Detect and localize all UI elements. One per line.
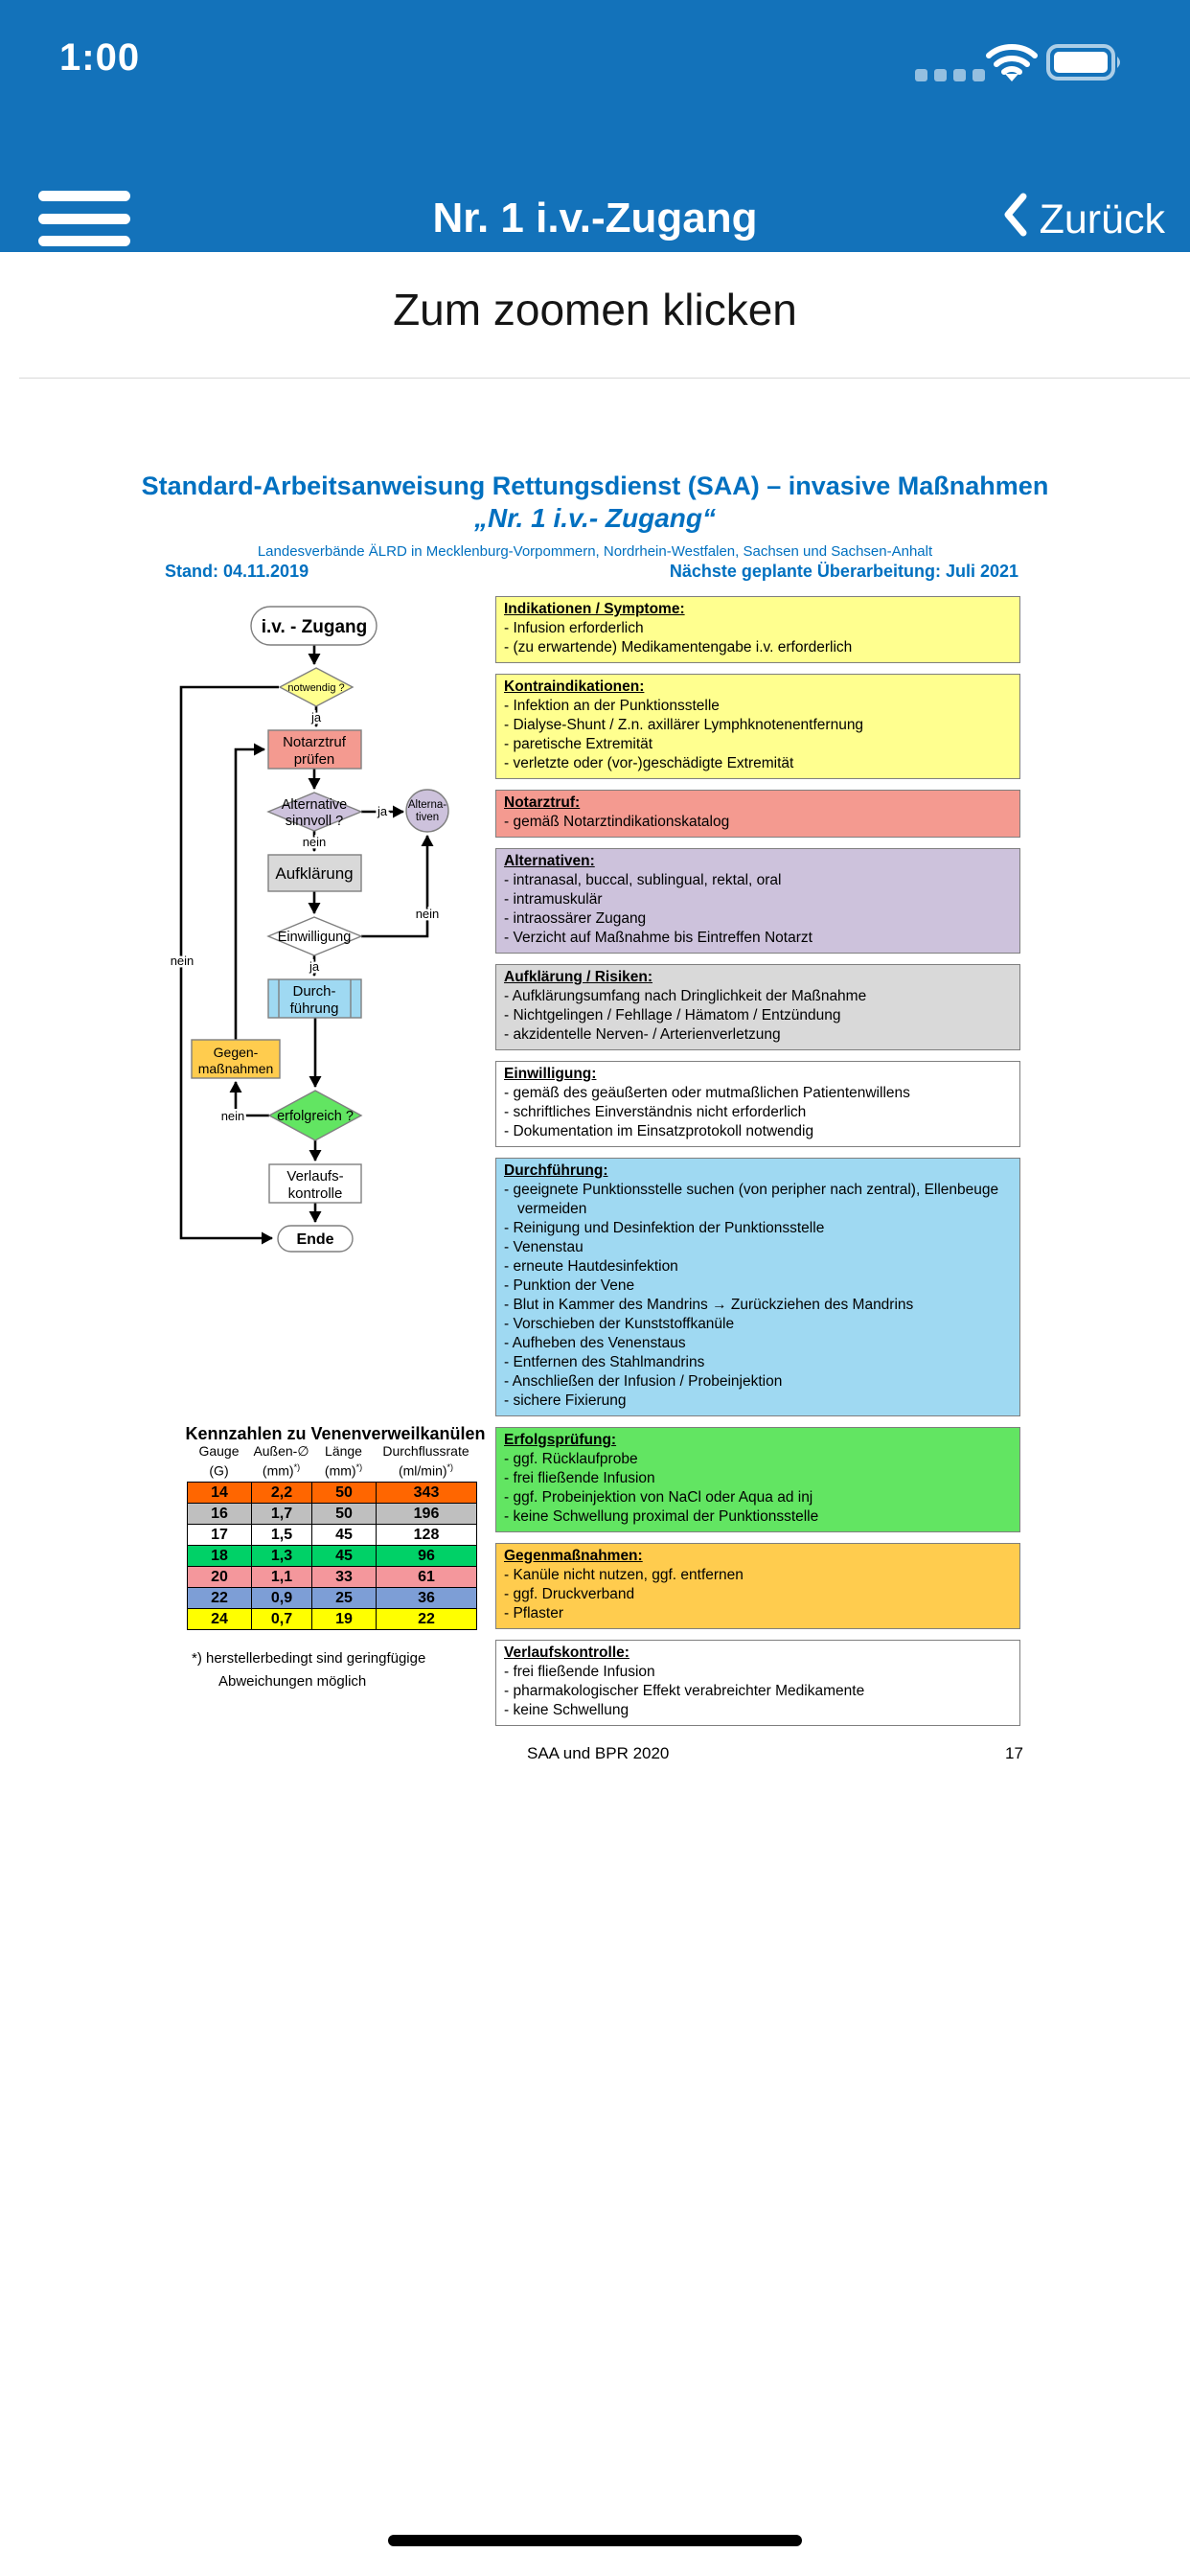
info-box-alternativen: Alternativen: - intranasal, buccal, sublingual, rektal, oral - intramuskulär - intraossärer Zugang - Verzicht auf Maßnahme bis Eintreffen Notarzt	[495, 848, 1020, 954]
info-box-aufklaerung: Aufklärung / Risiken: - Aufklärungsumfang nach Dringlichkeit der Maßnahme - Nichtgelingen / Fehllage / Hämatom / Entzündung - akzidentelle Nerven- / Arterienverletzung	[495, 964, 1020, 1050]
table-row: 22 0,9 25 36	[188, 1588, 477, 1609]
table-row: 20 1,1 33 61	[188, 1567, 477, 1588]
svg-text:Ende: Ende	[296, 1231, 334, 1248]
svg-text:maßnahmen: maßnahmen	[197, 1061, 274, 1076]
info-box-erfolgspruefung: Erfolgsprüfung: - ggf. Rücklaufprobe - frei fließende Infusion - ggf. Probeinjektion von NaCl oder Aqua ad inj - keine Schwellung proximal der Punktionsstelle	[495, 1427, 1020, 1532]
svg-text:ja: ja	[310, 710, 322, 724]
svg-text:nein: nein	[220, 1109, 245, 1123]
battery-icon	[1046, 44, 1125, 85]
info-box-durchfuehrung: Durchführung: - geeignete Punktionsstelle suchen (von peripher nach zentral), Ellenbeuge vermeiden - Reinigung und Desinfektion der Punktionsstelle - Venenstau - erneute Hautdesinfektion - Punktion der Vene - Blut in Kammer des Mandrins → Zurückziehen des Mandrins - Vorschieben der Kunststoffkanüle - Aufheben des Venenstaus - Entfernen des Stahlmandrins - Anschließen der Infusion / Probeinjektion - sichere Fixierung	[495, 1158, 1020, 1416]
zoom-hint-label: Zum zoomen klicken	[393, 285, 797, 334]
document-page[interactable]	[96, 422, 1094, 1802]
svg-text:tiven: tiven	[415, 812, 440, 823]
app-header	[0, 0, 1190, 252]
info-box-notarztruf: Notarztruf: - gemäß Notarztindikationskatalog	[495, 790, 1020, 838]
info-boxes	[495, 596, 1020, 1726]
info-box-gegenmassnahmen: Gegenmaßnahmen: - Kanüle nicht nutzen, ggf. entfernen - ggf. Druckverband - Pflaster	[495, 1543, 1020, 1629]
table-row: 14 2,2 50 343	[188, 1483, 477, 1504]
doc-footer-text: SAA und BPR 2020	[527, 1744, 670, 1762]
table-row: 18 1,3 45 96	[188, 1546, 477, 1567]
table-headers	[187, 1443, 476, 1480]
cannula-table	[187, 1482, 477, 1630]
svg-text:prüfen: prüfen	[293, 751, 335, 768]
svg-text:Notarztruf: Notarztruf	[283, 734, 346, 750]
wifi-icon	[985, 42, 1039, 87]
flowchart	[144, 594, 527, 1265]
svg-text:notwendig ?: notwendig ?	[287, 682, 345, 694]
svg-text:Einwilligung: Einwilligung	[277, 930, 352, 945]
table-title: Kennzahlen zu Venenverweilkanülen	[185, 1424, 486, 1443]
info-box-kontraindikationen: Kontraindikationen: - Infektion an der Punktionsstelle - Dialyse-Shunt / Z.n. axillärer Lymphknotenentfernung - paretische Extremität - verletzte oder (vor-)geschädigte Extremität	[495, 674, 1020, 779]
flow-alternativen-circle	[406, 790, 448, 832]
info-box-indikationen: Indikationen / Symptome: - Infusion erforderlich - (zu erwartende) Medikamentengabe i.v. erforderlich	[495, 596, 1020, 663]
svg-text:führung: führung	[289, 1000, 339, 1017]
svg-text:sinnvoll ?: sinnvoll ?	[285, 814, 344, 829]
svg-text:Aufklärung: Aufklärung	[275, 864, 354, 883]
table-row: 24 0,7 19 22	[188, 1609, 477, 1630]
back-label: Zurück	[1039, 196, 1165, 242]
table-header-aussen: Außen-∅ (mm)*)	[253, 1443, 309, 1479]
table-header-durchfluss: Durchflussrate (ml/min)*)	[382, 1443, 469, 1479]
svg-text:erfolgreich ?: erfolgreich ?	[277, 1109, 354, 1124]
svg-text:nein: nein	[415, 907, 440, 921]
doc-org-line: Landesverbände ÄLRD in Mecklenburg-Vorpommern, Nordrhein-Westfalen, Sachsen und Sachsen-Anhalt	[257, 543, 933, 560]
doc-page-number: 17	[1005, 1744, 1023, 1762]
info-box-einwilligung: Einwilligung: - gemäß des geäußerten oder mutmaßlichen Patientenwillens - schriftliches Einverständnis nicht erforderlich - Dokumentation im Einsatzprotokoll notwendig	[495, 1061, 1020, 1147]
home-indicator[interactable]	[388, 2535, 802, 2546]
cell-signal-icon	[915, 69, 985, 81]
svg-text:ja: ja	[377, 804, 388, 818]
table-footnote-line1: *) herstellerbedingt sind geringfügige	[192, 1650, 426, 1667]
svg-text:nein: nein	[302, 835, 327, 849]
svg-text:Alternative: Alternative	[281, 797, 348, 813]
table-header-gauge: Gauge (G)	[198, 1443, 240, 1479]
svg-text:Gegen-: Gegen-	[213, 1045, 259, 1060]
svg-text:nein: nein	[170, 954, 195, 968]
svg-text:kontrolle: kontrolle	[287, 1185, 343, 1202]
table-footnote-line2: Abweichungen möglich	[218, 1673, 367, 1690]
svg-text:Alterna-: Alterna-	[407, 799, 447, 811]
table-row: 17 1,5 45 128	[188, 1525, 477, 1546]
svg-text:ja: ja	[309, 959, 320, 974]
svg-text:Durch-: Durch-	[292, 983, 336, 1000]
nav-title: Nr. 1 i.v.-Zugang	[432, 195, 758, 242]
table-row: 16 1,7 50 196	[188, 1504, 477, 1525]
doc-revision-date: Nächste geplante Überarbeitung: Juli 2021	[669, 562, 1018, 581]
doc-subtitle: „Nr. 1 i.v.- Zugang“	[473, 503, 717, 533]
chevron-left-icon	[1003, 192, 1028, 248]
doc-stand-date: Stand: 04.11.2019	[165, 562, 309, 581]
divider	[19, 378, 1190, 379]
svg-text:Verlaufs-: Verlaufs-	[286, 1168, 344, 1184]
back-button[interactable]	[1003, 192, 1165, 248]
table-header-laenge: Länge (mm)*)	[324, 1443, 363, 1479]
info-box-verlaufskontrolle: Verlaufskontrolle: - frei fließende Infusion - pharmakologischer Effekt verabreichter Medikamente - keine Schwellung	[495, 1640, 1020, 1726]
svg-text:i.v. - Zugang: i.v. - Zugang	[261, 617, 368, 637]
status-time: 1:00	[59, 36, 141, 79]
doc-title: Standard-Arbeitsanweisung Rettungsdienst (SAA) – invasive Maßnahmen	[141, 472, 1049, 500]
